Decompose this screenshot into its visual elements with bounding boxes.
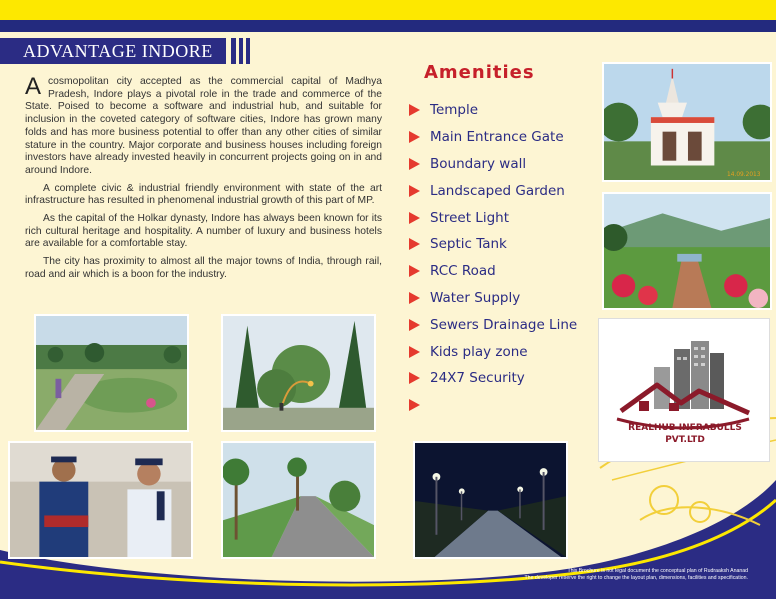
amenity-label: Boundary wall <box>430 155 527 172</box>
amenity-item <box>409 258 577 285</box>
amenity-item <box>409 365 577 392</box>
amenity-label: Kids play zone <box>430 343 528 360</box>
arrow-right-icon <box>409 372 420 384</box>
title-decor-bars <box>231 38 250 64</box>
intro-paragraph-4: The city has proximity to almost all the major towns of India, through rail, road and air which is a boon for the industry. <box>25 256 382 280</box>
disclaimer-line-1: This Brochure is not legal document the conceptual plan of Rudraaksh Ananad <box>567 568 748 574</box>
palm-road-photo <box>221 441 376 559</box>
temple-date: 14.09.2013 <box>727 172 761 179</box>
temple-photo <box>602 62 772 182</box>
amenity-label: Temple <box>430 102 479 119</box>
dropcap-letter: A <box>25 73 42 100</box>
park-photo <box>34 314 189 432</box>
amenities-list <box>409 97 577 419</box>
arrow-right-icon <box>409 399 420 411</box>
amenities-title: Amenities <box>424 62 535 83</box>
amenity-item <box>409 204 577 231</box>
security-guards-photo <box>8 441 193 559</box>
amenity-label: Main Entrance Gate <box>430 129 564 146</box>
amenity-label: 24X7 Security <box>430 370 525 387</box>
disclaimer <box>448 568 748 581</box>
amenity-item <box>409 231 577 258</box>
amenity-label: Landscaped Garden <box>430 182 565 199</box>
amenity-item <box>409 97 577 124</box>
arrow-right-icon <box>409 265 420 277</box>
amenity-item <box>409 151 577 178</box>
arrow-right-icon <box>409 185 420 197</box>
intro-paragraph-2: A complete civic & industrial friendly environment with state of the art infrastructure has resulted in phenomenal industrial growth of this part of MP. <box>25 182 382 207</box>
arrow-right-icon <box>409 131 420 143</box>
company-name: REALHUB INFRABULLS <box>628 423 742 433</box>
amenity-label: Sewers Drainage Line <box>430 316 578 333</box>
intro-paragraph-3: As the capital of the Holkar dynasty, Indore has always been known for its rich cultural heritage and hospitality. A number of luxury and business hotels are available for a comfortable stay. <box>25 213 382 250</box>
amenity-item <box>409 392 577 419</box>
intro-paragraph-1: cosmopolitan city accepted as the commercial capital of Madhya Pradesh, Indore plays a pivotal role in the trade and commerce of the State. Poised to become a software and industrial hub, and suitable for inclusion in the coveted category of software cities, Indore has grown many folds and has more business potential to offer than any other cities of similar stature in the country. Major corporate and business houses including foreign investors have already invested heavily in concurrent projects going on in and around Indore. <box>25 76 382 176</box>
amenity-item <box>409 177 577 204</box>
arrow-right-icon <box>409 104 420 116</box>
amenity-item <box>409 338 577 365</box>
intro-text <box>25 73 382 287</box>
trees-photo <box>221 314 376 432</box>
amenity-item <box>409 285 577 312</box>
arrow-right-icon <box>409 212 420 224</box>
company-logo-card <box>598 318 770 462</box>
street-light-photo <box>413 441 568 559</box>
amenity-label: Water Supply <box>430 289 521 306</box>
amenity-label: RCC Road <box>430 263 496 280</box>
arrow-right-icon <box>409 292 420 304</box>
amenity-label: Street Light <box>430 209 510 226</box>
section-title: ADVANTAGE INDORE <box>0 38 226 64</box>
amenity-item <box>409 124 577 151</box>
disclaimer-line-2: The developer reserve the right to change the layout plan, dimensions, facilities and specification. <box>524 574 748 581</box>
company-suffix: PVT.LTD <box>665 435 705 445</box>
arrow-right-icon <box>409 346 420 358</box>
garden-photo <box>602 192 772 310</box>
arrow-right-icon <box>409 238 420 250</box>
arrow-right-icon <box>409 319 420 331</box>
amenity-label: Septic Tank <box>430 236 507 253</box>
amenity-item <box>409 311 577 338</box>
arrow-right-icon <box>409 158 420 170</box>
